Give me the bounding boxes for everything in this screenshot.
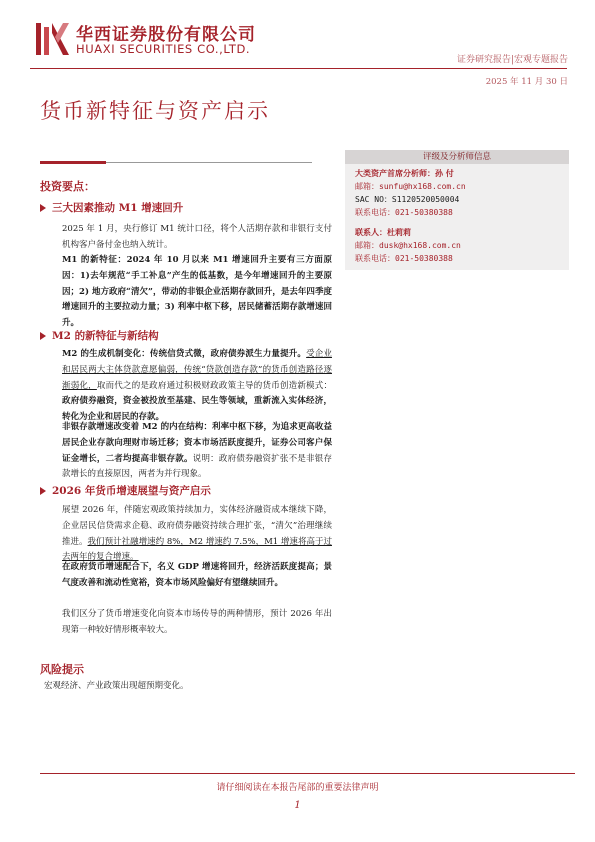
report-date: 2025 年 11 月 30 日: [485, 77, 568, 87]
section2-para1-lead: M2 的生成机制变化：传统信贷式微，政府债券派生力量提升。: [62, 349, 307, 359]
analyst1-email[interactable]: 邮箱：sunfu@hx168.com.cn: [355, 182, 466, 191]
arrow-bullet-icon: [40, 204, 46, 212]
section1-title: 三大因素推动 M1 增速回升: [52, 202, 184, 214]
analyst-panel-heading: 评级及分析师信息: [345, 150, 569, 164]
arrow-bullet-icon: [40, 487, 46, 495]
page-number: 1: [294, 800, 301, 811]
company-name-en: HUAXI SECURITIES CO.,LTD.: [76, 42, 251, 56]
section2-para2: [62, 420, 332, 483]
section1-para1: 2025 年 1 月，央行修订 M1 统计口径，将个人活期存款和非银行支付机构客户备付金也纳入统计。: [62, 224, 332, 250]
company-name-cn: 华西证券股份有限公司: [76, 25, 256, 45]
section1-heading: [40, 200, 183, 215]
section2-para2-lead: 非银存款增速改变着 M2 的内在结构：利率中枢下移，为追求更高收益居民企业存款向理财市场迁移；资本市场活跃度提升，证券公司客户保证金增长，二者均提高非银存款。: [62, 422, 332, 464]
analyst1-phone: 联系电话：021-50380388: [355, 208, 453, 217]
section2-para1-tail: 取而代之的是政府通过积极财政政策主导的货币创造新模式：: [96, 380, 332, 391]
analyst1-title: 大类资产首席分析师：孙 付: [355, 169, 454, 178]
huaxi-logo-icon: [36, 21, 70, 57]
section2-para1: [62, 347, 332, 426]
header-divider: [30, 68, 567, 69]
section2-para1-end: 政府债券融资，资金被投放至基建、民生等领域，重新流入实体经济，转化为企业和居民的存款。: [62, 396, 332, 423]
section3-para2: 在政府货币增速配合下，名义 GDP 增速将回升，经济活跃度提高；景气度改善和流动性宽裕，资本市场风险偏好有望继续回升。: [62, 562, 332, 588]
section3-heading: [40, 483, 211, 498]
section3-para1-forecast: 我们预计社融增速约 8%，M2 增速约 7.5%，M1 增速将高于过去两年的复合增速。: [62, 536, 332, 563]
analyst2-email[interactable]: 邮箱：dusk@hx168.com.cn: [355, 241, 461, 250]
section3-para3: 我们区分了货币增速变化向资本市场传导的两种情形，预计 2026 年出现第一种较好情形概率较大。: [62, 609, 332, 635]
section3-title: 2026 年货币增速展望与资产启示: [52, 485, 211, 497]
title-underline: [106, 162, 312, 163]
analyst2-phone: 联系电话：021-50380388: [355, 254, 453, 263]
section3-para1-lead: 展望 2026 年，伴随宏观政策持续加力，实体经济融资成本继续下降，企业居民信贷需求企稳、政府债券融资持续合理扩张，“清欠”治理继续推进。: [62, 505, 332, 547]
risk-text: 宏观经济、产业政策出现超预期变化。: [44, 681, 189, 691]
analyst1-sac: SAC NO：S1120520050004: [355, 195, 460, 204]
page-title: 货币新特征与资产启示: [40, 99, 270, 123]
analyst2-title: 联系人：杜莉莉: [355, 228, 411, 237]
invest-heading: 投资要点：: [40, 180, 95, 193]
footer-divider: [40, 773, 575, 774]
section2-heading: [40, 328, 159, 343]
title-underline-accent: [40, 161, 106, 164]
arrow-bullet-icon: [40, 332, 46, 340]
analyst-info-panel: [345, 150, 569, 270]
report-type: 证券研究报告|宏观专题报告: [456, 55, 568, 65]
section3-para1: [62, 503, 332, 566]
section2-para2-note: 说明：政府债券融资扩张不是非银存款增长的直接原因，两者为并行现象。: [62, 453, 332, 480]
legal-notice[interactable]: 请仔细阅读在本报告尾部的重要法律声明: [216, 783, 379, 793]
section1-para2: M1 的新特征：2024 年 10 月以来 M1 增速回升主要有三方面原因：1)去年规范“手工补息”产生的低基数，是今年增速回升的主要原因；2) 地方政府“清欠”，带动的非银企业活期存款回升，是去年四季度增速回升的主要拉动力量；3) 利率中枢下移，居民储蓄活期存款增速回升。: [62, 255, 332, 329]
risk-heading: 风险提示: [40, 663, 84, 676]
section2-para1-mid: 受企业和居民两大主体贷款意愿偏弱，传统“贷款创造存款”的货币创造路径逐渐弱化，: [62, 349, 332, 391]
section2-title: M2 的新特征与新结构: [52, 330, 159, 342]
